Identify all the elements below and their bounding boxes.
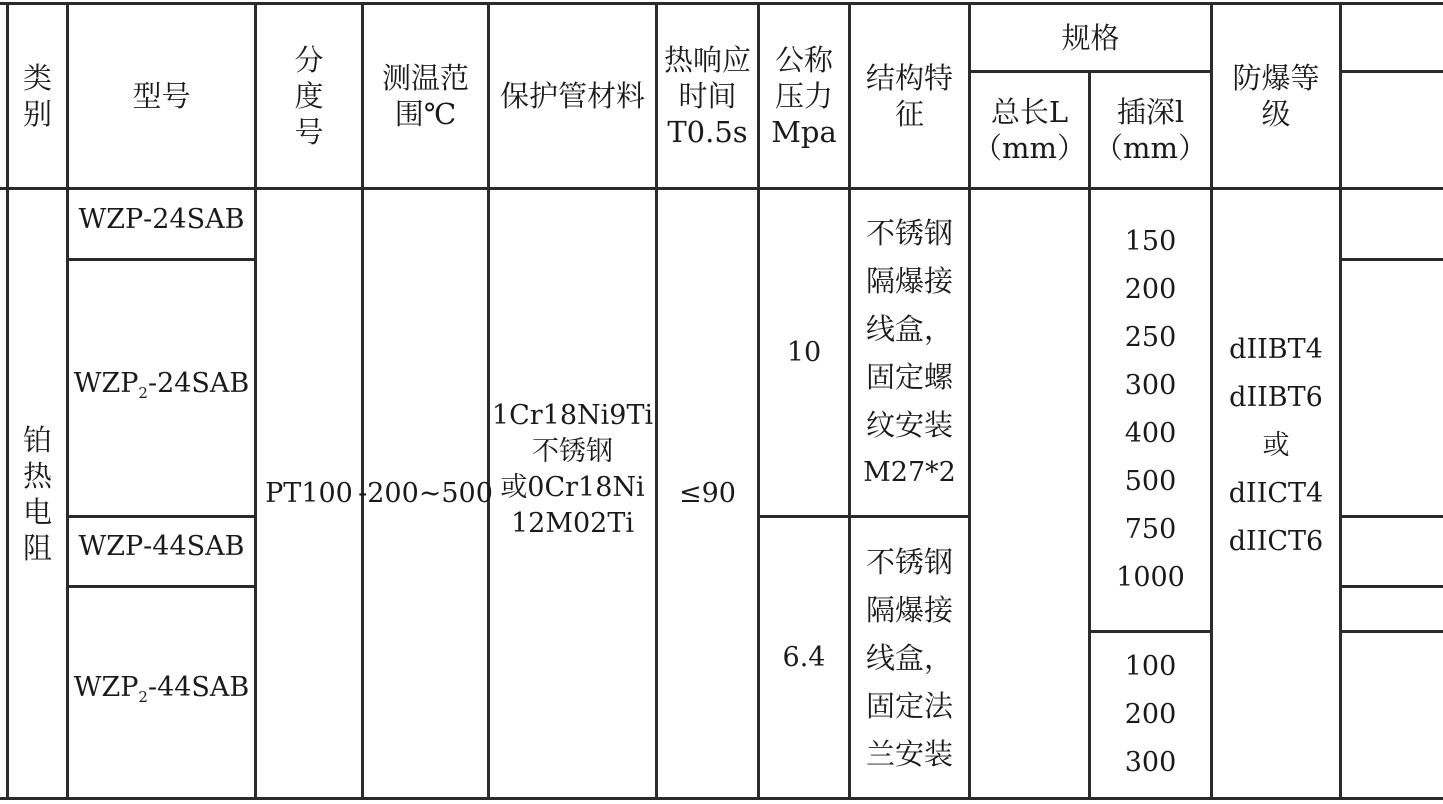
rule-bottom bbox=[0, 797, 1443, 800]
header-pressure-text: 公称 压力 Mpa bbox=[771, 43, 837, 149]
header-insert-depth-text: 插深l （mm） bbox=[1094, 95, 1207, 165]
insert-depth-cell-1 bbox=[1091, 190, 1210, 630]
range-cell bbox=[358, 190, 493, 797]
rule-right-5 bbox=[1340, 630, 1443, 633]
header-range-text: 测温范 围℃ bbox=[381, 61, 469, 131]
pressure-text-1: 10 bbox=[786, 336, 822, 368]
material-cell bbox=[490, 190, 655, 797]
header-graduation-text: 分 度 号 bbox=[294, 43, 324, 149]
model-cell-1 bbox=[69, 190, 254, 258]
header-explosion bbox=[1213, 5, 1339, 187]
model-text-1: WZP-24SAB bbox=[78, 203, 245, 235]
header-category bbox=[9, 5, 66, 187]
structure-cell-2 bbox=[851, 518, 968, 797]
rule-right-2 bbox=[1340, 258, 1443, 261]
pressure-text-2: 6.4 bbox=[782, 641, 826, 673]
pressure-cell-2 bbox=[760, 518, 848, 797]
model-text-3: WZP-44SAB bbox=[78, 531, 245, 562]
header-insert-depth bbox=[1091, 73, 1210, 187]
header-range bbox=[364, 5, 487, 187]
graduation-cell bbox=[257, 190, 361, 797]
header-pressure bbox=[760, 5, 848, 187]
header-total-length bbox=[971, 73, 1088, 187]
rule-col-11 bbox=[1339, 2, 1342, 800]
range-text: -200~500 bbox=[358, 477, 493, 509]
header-total-length-text: 总长L （mm） bbox=[973, 95, 1086, 165]
rule-right-1 bbox=[1340, 70, 1443, 73]
rule-right-4 bbox=[1340, 585, 1443, 588]
structure-text-1: 不锈钢 隔爆接 线盒， 固定螺 纹安装 M27*2 bbox=[863, 215, 956, 488]
explosion-cell bbox=[1213, 190, 1339, 797]
header-category-text: 类 别 bbox=[22, 61, 52, 131]
structure-cell-1 bbox=[851, 190, 968, 515]
insert-depth-cell-2 bbox=[1091, 633, 1210, 797]
rule-right-3 bbox=[1340, 515, 1443, 518]
explosion-text: dIIBT4 dIIBT6 或 dIICT4 dIICT6 bbox=[1228, 334, 1324, 557]
model-cell-3 bbox=[69, 518, 254, 585]
header-material-text: 保护管材料 bbox=[499, 79, 645, 113]
header-graduation bbox=[257, 5, 361, 187]
model-cell-2 bbox=[69, 261, 254, 515]
header-structure bbox=[851, 5, 968, 187]
header-model bbox=[69, 5, 254, 187]
header-response-text: 热响应 时间 T0.5s bbox=[663, 43, 751, 149]
structure-text-2: 不锈钢 隔爆接 线盒， 固定法 兰安装 bbox=[865, 544, 953, 771]
category-text: 铂 热 电 阻 bbox=[22, 422, 52, 565]
total-length-cell bbox=[971, 190, 1088, 797]
category-cell bbox=[9, 190, 66, 797]
insert-depth-text-2: 100 200 300 bbox=[1124, 651, 1177, 778]
header-spec-text: 规格 bbox=[1061, 20, 1120, 55]
header-explosion-text: 防爆等 级 bbox=[1232, 61, 1320, 131]
pressure-cell-1 bbox=[760, 190, 848, 515]
model-text-4: $WZP_2-44SAB$ bbox=[73, 672, 250, 706]
header-response bbox=[658, 5, 757, 187]
response-cell bbox=[658, 190, 757, 797]
response-text: ≤90 bbox=[679, 477, 736, 509]
material-text: 1Cr18Ni9Ti 不锈钢 或0Cr18Ni 12M02Ti bbox=[491, 400, 654, 539]
model-text-2: $WZP_2-24SAB$ bbox=[73, 367, 250, 402]
header-spec bbox=[971, 5, 1210, 70]
header-structure-text: 结构特 征 bbox=[865, 61, 953, 131]
graduation-text: PT100 bbox=[265, 477, 353, 509]
header-material bbox=[490, 5, 655, 187]
insert-depth-text-1: 150 200 250 300 400 500 750 1000 bbox=[1116, 226, 1185, 593]
header-model-text: 型号 bbox=[132, 79, 191, 113]
model-cell-4 bbox=[69, 588, 254, 797]
